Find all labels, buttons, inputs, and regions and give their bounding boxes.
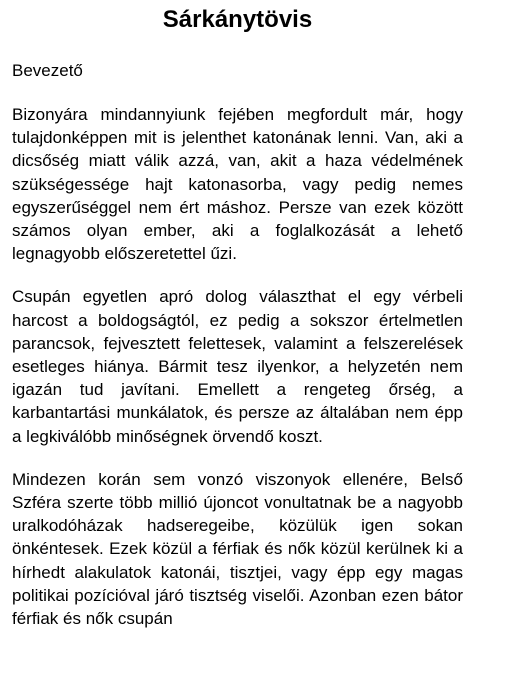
- document-title: Sárkánytövis: [162, 6, 313, 33]
- paragraph-1: Bizonyára mindannyiunk fejében megfordult már, hogy tulajdonképpen mit is jelenthet katonának lenni. Van, aki a dicsőség miatt válik azzá, van, akit a haza védelmének szükségessége hajt katonasorba, vagy pedig nemes egyszerűséggel nem ért máshoz. Persze van ezek között számos olyan ember, aki a foglalkozását a lehető legnagyobb előszeretettel űzi.: [12, 105, 463, 264]
- section-heading: Bevezető: [12, 61, 83, 80]
- paragraph-3: Mindezen korán sem vonzó viszonyok ellenére, Belső Szféra szerte több millió újoncot vonultatnak be a nagyobb uralkodóházak hadseregeibe, közülük igen sokan önkéntesek. Ezek közül a férfiak és nők közül kerülnek ki a hírhedt alakulatok katonái, tisztjei, vagy épp egy magas politikai pozícióval járó tisztség viselői. Azonban ezen bátor férfiak és nők csupán: [12, 469, 463, 629]
- paragraph-2: Csupán egyetlen apró dolog választhat el egy vérbeli harcost a boldogságtól, ez pedig a sokszor értelmetlen parancsok, fejvesztett felettesek, valamint a felszerelések esetleges hiánya. Bármit tesz ilyenkor, a helyzetén nem igazán tud javítani. Emellett a rengeteg őrség, a karbantartási munkálatok, és persze az általában nem épp a legkiválóbb minőségnek örvendő koszt.: [12, 287, 463, 446]
